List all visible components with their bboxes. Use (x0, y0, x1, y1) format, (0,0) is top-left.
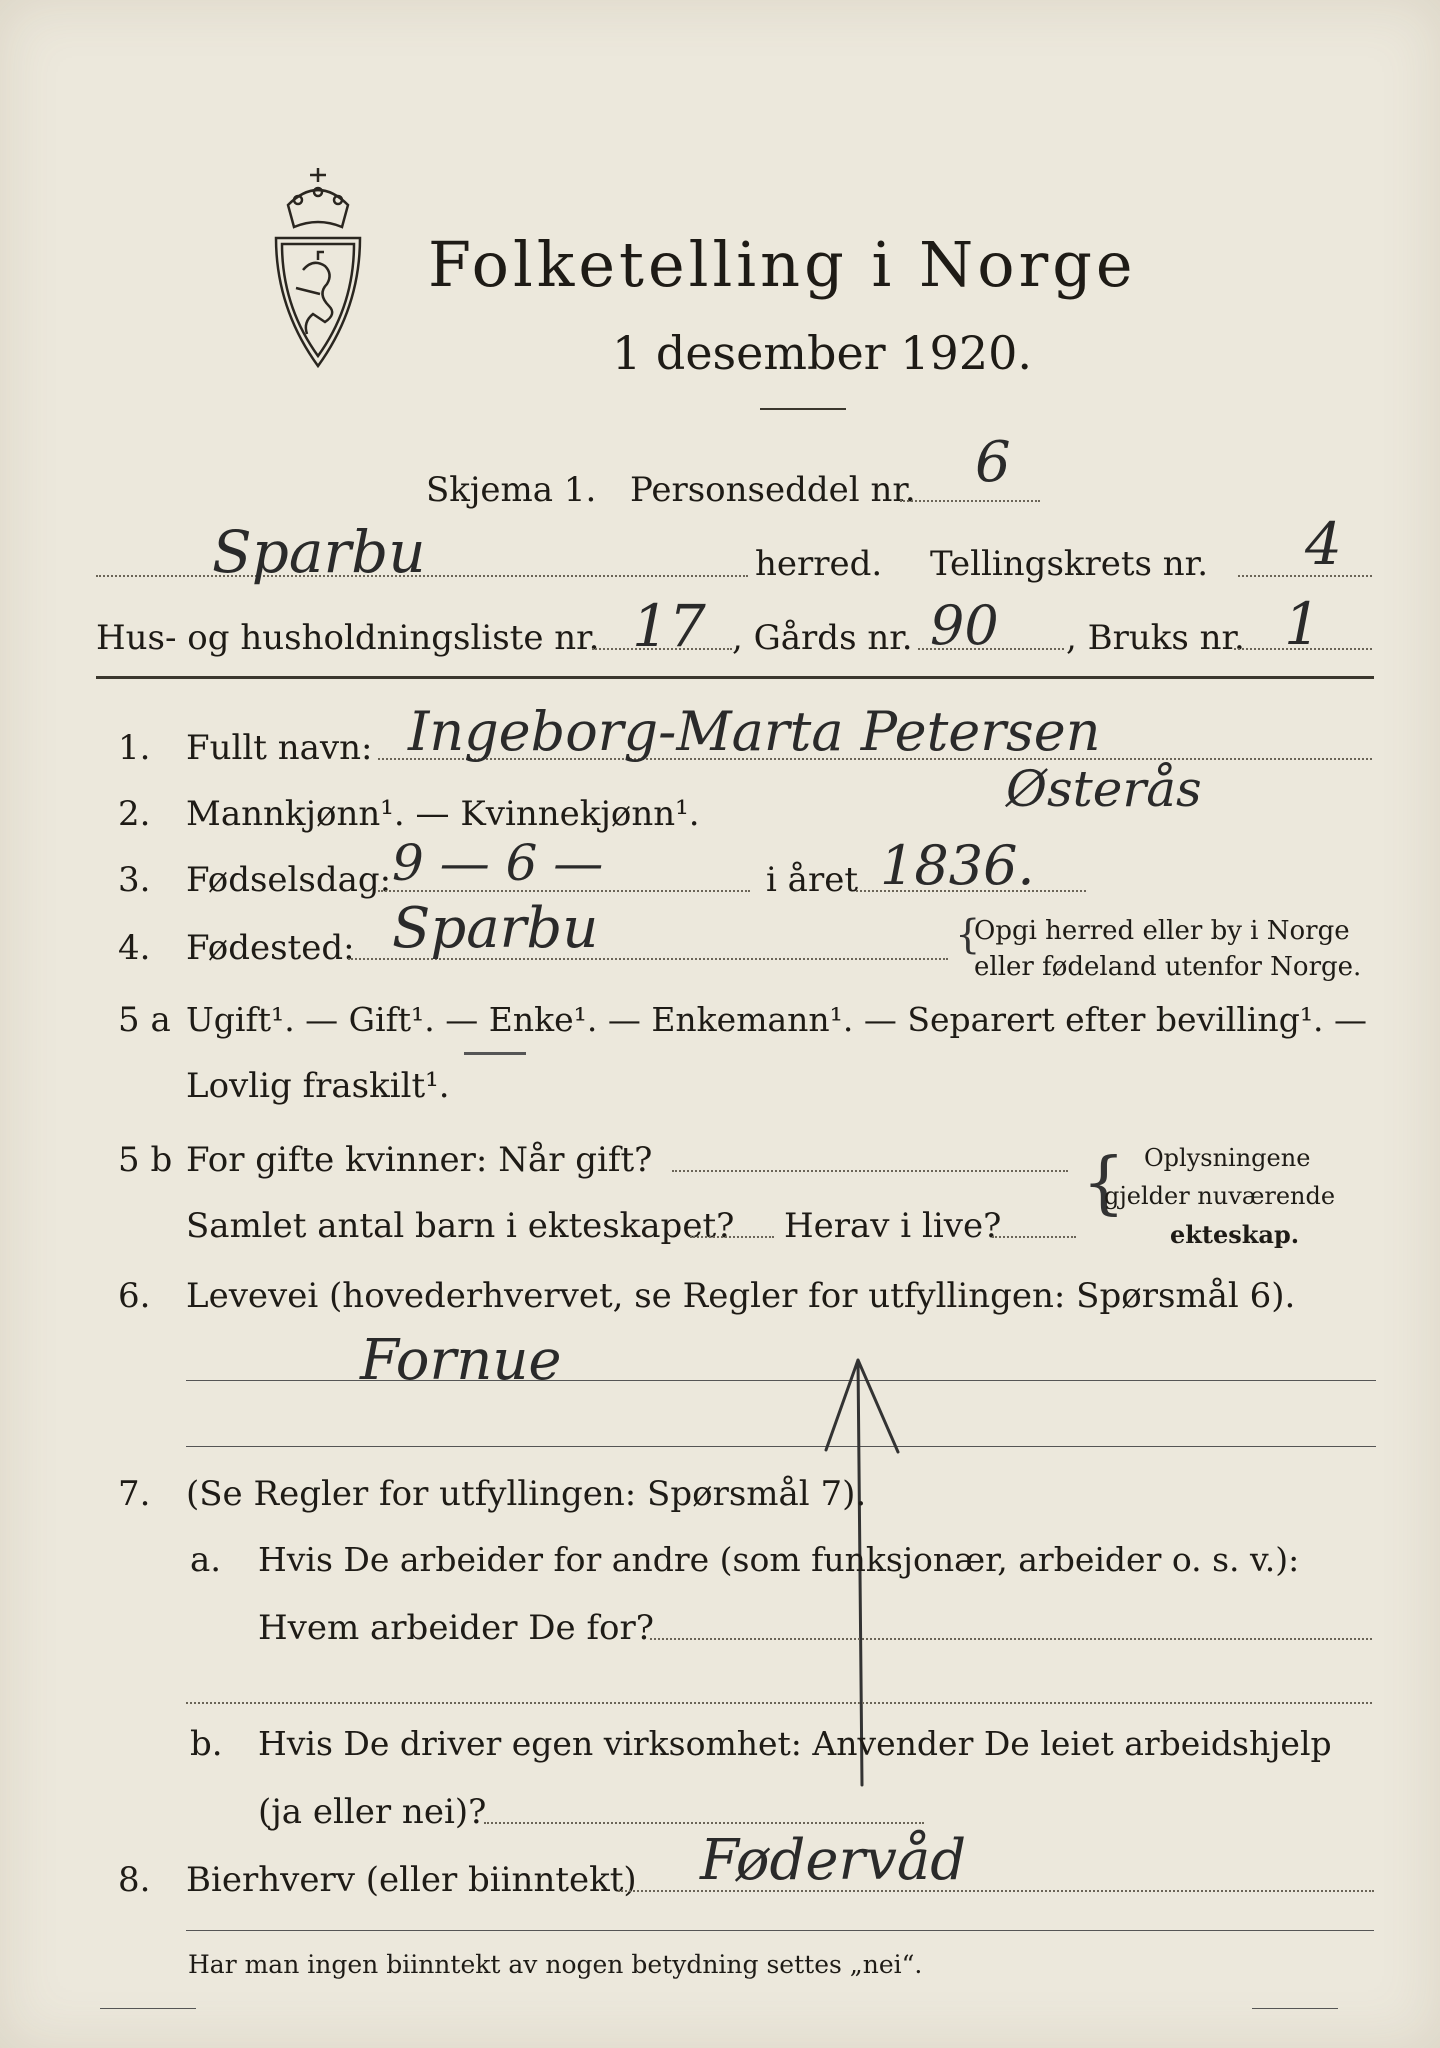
birthday-value: 9 — 6 — (392, 834, 604, 892)
q7-label: (Se Regler for utfyllingen: Spørsmål 7). (186, 1474, 867, 1514)
q7b-letter: b. (190, 1724, 223, 1764)
schema-label: Skjema 1. (426, 470, 597, 510)
q5b-note-line2: gjelder nuværende (1104, 1182, 1336, 1210)
q7b-line1: Hvis De driver egen virksomhet: Anvender De leiet arbeidshjelp (258, 1724, 1332, 1763)
q6-number: 6. (118, 1276, 151, 1316)
q7a-line1: Hvis De arbeider for andre (som funksjonær, arbeider o. s. v.): (258, 1540, 1300, 1579)
q5b-note-line3: ekteskap. (1170, 1220, 1300, 1249)
q6-answer-line1 (186, 1380, 1376, 1381)
q4-brace: { (955, 912, 981, 958)
personseddel-value: 6 (975, 430, 1011, 495)
q7a-letter: a. (190, 1540, 222, 1580)
tellingskrets-label: Tellingskrets nr. (930, 544, 1209, 584)
q7-number: 7. (118, 1474, 151, 1514)
q5b-line1: For gifte kvinner: Når gift? (186, 1140, 653, 1180)
husliste-label: Hus- og husholdningsliste nr. (96, 618, 600, 658)
full-name-extra: Østerås (1006, 760, 1202, 818)
q2-number: 2. (118, 794, 151, 834)
norwegian-coat-of-arms-icon (258, 160, 378, 375)
marital-options-cont: Lovlig fraskilt¹. (186, 1066, 450, 1106)
gards-label: , Gårds nr. (732, 618, 913, 658)
side-income-value: Fødervåd (700, 1828, 967, 1893)
q8-number: 8. (118, 1860, 151, 1900)
q8-label: Bierhverv (eller biinntekt) (186, 1860, 637, 1900)
q5a-number: 5 a (118, 1000, 171, 1040)
q6-answer-line2 (186, 1446, 1376, 1447)
q3-number: 3. (118, 860, 151, 900)
title-divider (760, 408, 846, 410)
q6-label: Levevei (hovederhvervet, se Regler for utfyllingen: Spørsmål 6). (186, 1276, 1296, 1316)
husliste-value: 17 (632, 592, 706, 660)
q5b-note-line1: Oplysningene (1144, 1144, 1311, 1172)
q5b-children-label: Samlet antal barn i ekteskapet? (186, 1206, 735, 1246)
q4-number: 4. (118, 928, 151, 968)
herred-label: herred. (755, 544, 883, 584)
occupation-value: Fornue (360, 1328, 562, 1393)
q1-label: Fullt navn: (186, 728, 373, 768)
tellingskrets-value: 4 (1305, 510, 1342, 578)
birth-year-value: 1836. (880, 834, 1035, 897)
census-date: 1 desember 1920. (612, 326, 1032, 380)
gender-options: Mannkjønn¹. — Kvinnekjønn¹. (186, 794, 700, 834)
q1-number: 1. (118, 728, 151, 768)
personseddel-label: Personseddel nr. (630, 470, 916, 510)
q5b-alive-label: Herav i live? (784, 1206, 1002, 1246)
q5b-number: 5 b (118, 1140, 173, 1180)
footer-note: Har man ingen biinntekt av nogen betydning settes „nei“. (188, 1950, 923, 1979)
q7b-line2: (ja eller nei)? (258, 1792, 487, 1832)
q3-label: Fødselsdag: (186, 860, 392, 900)
footer-rule-right (1252, 2008, 1338, 2009)
header-divider (96, 676, 1374, 679)
q4-note-line2: eller fødeland utenfor Norge. (974, 952, 1362, 982)
q5b-brace: { (1082, 1144, 1126, 1223)
herred-value: Sparbu (212, 518, 426, 586)
birthplace-value: Sparbu (392, 896, 599, 961)
bruks-value: 1 (1284, 590, 1321, 658)
page-title: Folketelling i Norge (428, 228, 1137, 301)
marital-options: Ugift¹. — Gift¹. — Enke¹. — Enkemann¹. — Separert efter bevilling¹. — (186, 1000, 1368, 1039)
q4-label: Fødested: (186, 928, 355, 968)
footer-rule-left (100, 2008, 196, 2009)
enke-underline (464, 1052, 526, 1055)
footer-divider (186, 1930, 1374, 1931)
gards-value: 90 (930, 594, 999, 657)
q4-note-line1: Opgi herred eller by i Norge (974, 916, 1350, 946)
year-label: i året (766, 860, 858, 900)
full-name-value: Ingeborg-Marta Petersen (408, 700, 1101, 763)
bruks-label: , Bruks nr. (1066, 618, 1245, 658)
q7a-line2: Hvem arbeider De for? (258, 1608, 654, 1648)
